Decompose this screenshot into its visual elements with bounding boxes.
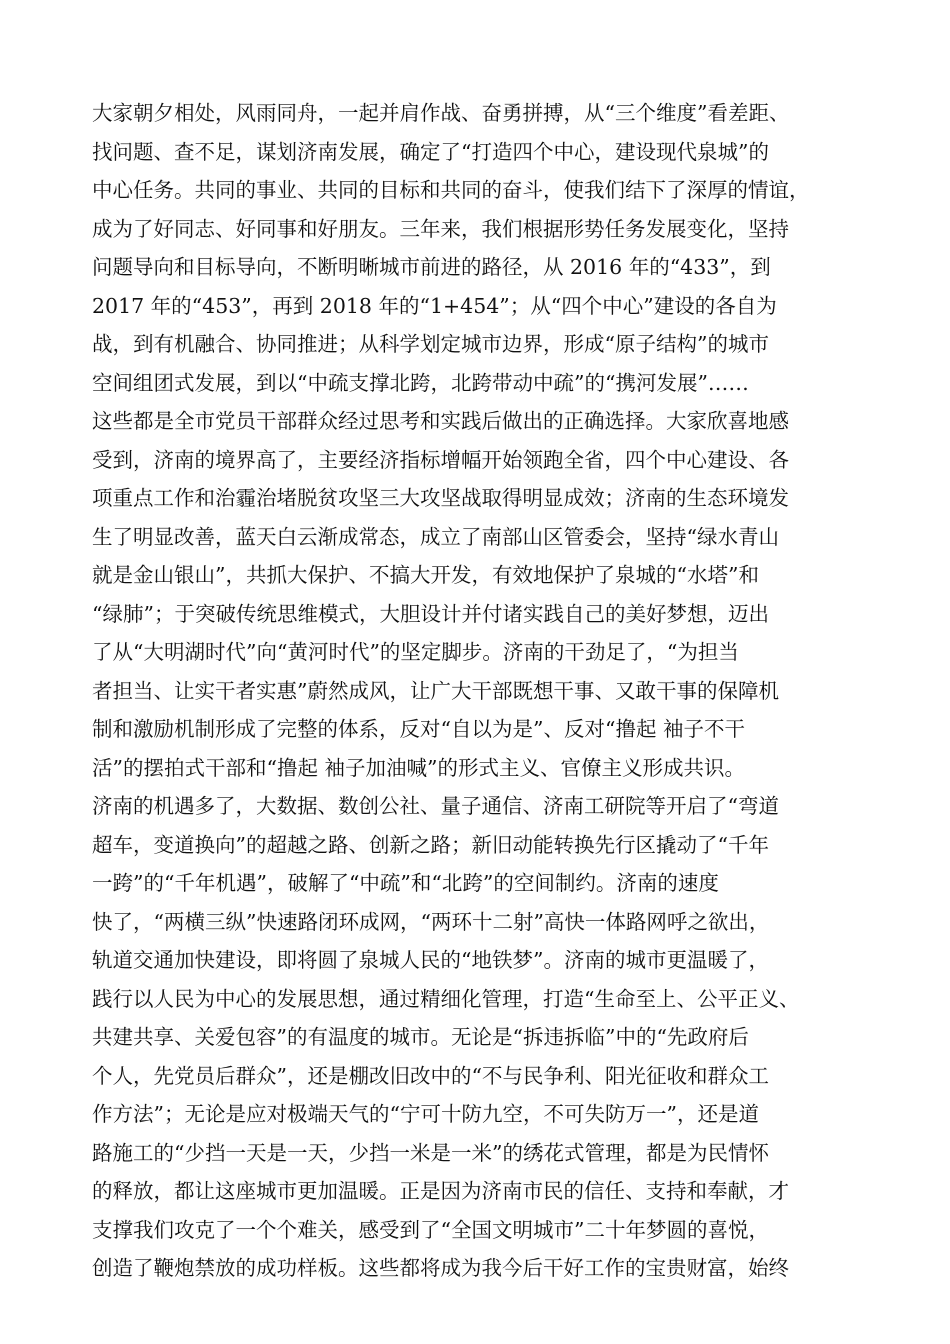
text-line: 轨道交通加快建设，即将圆了泉城人民的“地铁梦”。济南的城市更温暖了， <box>92 948 769 972</box>
text-line: 作方法”；无论是应对极端天气的“宁可十防九空，不可失防万一”，还是道 <box>92 1102 759 1126</box>
text-line: 找问题、查不足，谋划济南发展，确定了“打造四个中心，建设现代泉城”的 <box>92 139 769 164</box>
text-line: 制和激励机制形成了完整的体系，反对“自以为是”、反对“撸起 袖子不干 <box>92 717 745 741</box>
text-line: 超车，变道换向”的超越之路、创新之路；新旧动能转换先行区撬动了“千年 <box>92 832 769 857</box>
text-line: 了从“大明湖时代”向“黄河时代”的坚定脚步。济南的干劲足了，“为担当 <box>92 640 739 664</box>
text-line: 快了，“两横三纵”快速路闭环成网，“两环十二射”高快一体路网呼之欲出， <box>92 909 770 934</box>
text-line: 一跨”的“千年机遇”，破解了“中疏”和“北跨”的空间制约。济南的速度 <box>92 871 719 895</box>
text-line: 项重点工作和治霾治堵脱贫攻坚三大攻坚战取得明显成效；济南的生态环境发 <box>92 486 789 510</box>
text-line: 就是金山银山”，共抓大保护、不搞大开发，有效地保护了泉城的“水塔”和 <box>92 563 759 587</box>
text-line: 活”的摆拍式干部和“撸起 袖子加油喊”的形式主义、官僚主义形成共识。 <box>92 755 745 780</box>
text-line: 2017 年的“453”，再到 2018 年的“1+454”；从“四个中心”建设的各自为 <box>92 293 777 318</box>
text-line: 共建共享、关爱包容”的有温度的城市。无论是“拆违拆临”中的“先政府后 <box>92 1025 749 1049</box>
text-line: 支撑我们攻克了一个个难关，感受到了“全国文明城市”二十年梦圆的喜悦， <box>92 1217 769 1242</box>
text-line: 中心任务。共同的事业、共同的目标和共同的奋斗，使我们结下了深厚的情谊， <box>92 178 810 202</box>
text-line: 空间组团式发展，到以“中疏支撑北跨，北跨带动中疏”的“携河发展”…… <box>92 370 749 395</box>
text-line: 创造了鞭炮禁放的成功样板。这些都将成为我今后干好工作的宝贵财富，始终 <box>92 1256 789 1280</box>
text-line: 个人，先党员后群众”，还是棚改旧改中的“不与民争利、阳光征收和群众工 <box>92 1063 769 1088</box>
text-line: “绿肺”；于突破传统思维模式，大胆设计并付诸实践自己的美好梦想，迈出 <box>92 601 769 626</box>
text-line: 者担当、让实干者实惠”蔚然成风，让广大干部既想干事、又敢干事的保障机 <box>92 678 779 703</box>
body-paragraph <box>92 94 872 1288</box>
text-line: 战，到有机融合、协同推进；从科学划定城市边界，形成“原子结构”的城市 <box>92 332 769 356</box>
text-line: 的释放，都让这座城市更加温暖。正是因为济南市民的信任、支持和奉献，才 <box>92 1179 789 1203</box>
text-line: 路施工的“少挡一天是一天，少挡一米是一米”的绣花式管理，都是为民情怀 <box>92 1140 769 1165</box>
text-line: 受到，济南的境界高了，主要经济指标增幅开始领跑全省，四个中心建设、各 <box>92 447 789 472</box>
text-line: 这些都是全市党员干部群众经过思考和实践后做出的正确选择。大家欣喜地感 <box>92 409 789 433</box>
text-line: 大家朝夕相处，风雨同舟，一起并肩作战、奋勇拼搏，从“三个维度”看差距、 <box>92 101 790 125</box>
text-line: 成为了好同志、好同事和好朋友。三年来，我们根据形势任务发展变化，坚持 <box>92 216 789 241</box>
text-line: 生了明显改善，蓝天白云渐成常态，成立了南部山区管委会，坚持“绿水青山 <box>92 524 779 549</box>
text-line: 践行以人民为中心的发展思想，通过精细化管理，打造“生命至上、公平正义、 <box>92 986 800 1011</box>
text-line: 问题导向和目标导向，不断明晰城市前进的路径，从 2016 年的“433”，到 <box>92 255 771 279</box>
text-line: 济南的机遇多了，大数据、数创公社、量子通信、济南工研院等开启了“弯道 <box>92 794 779 818</box>
